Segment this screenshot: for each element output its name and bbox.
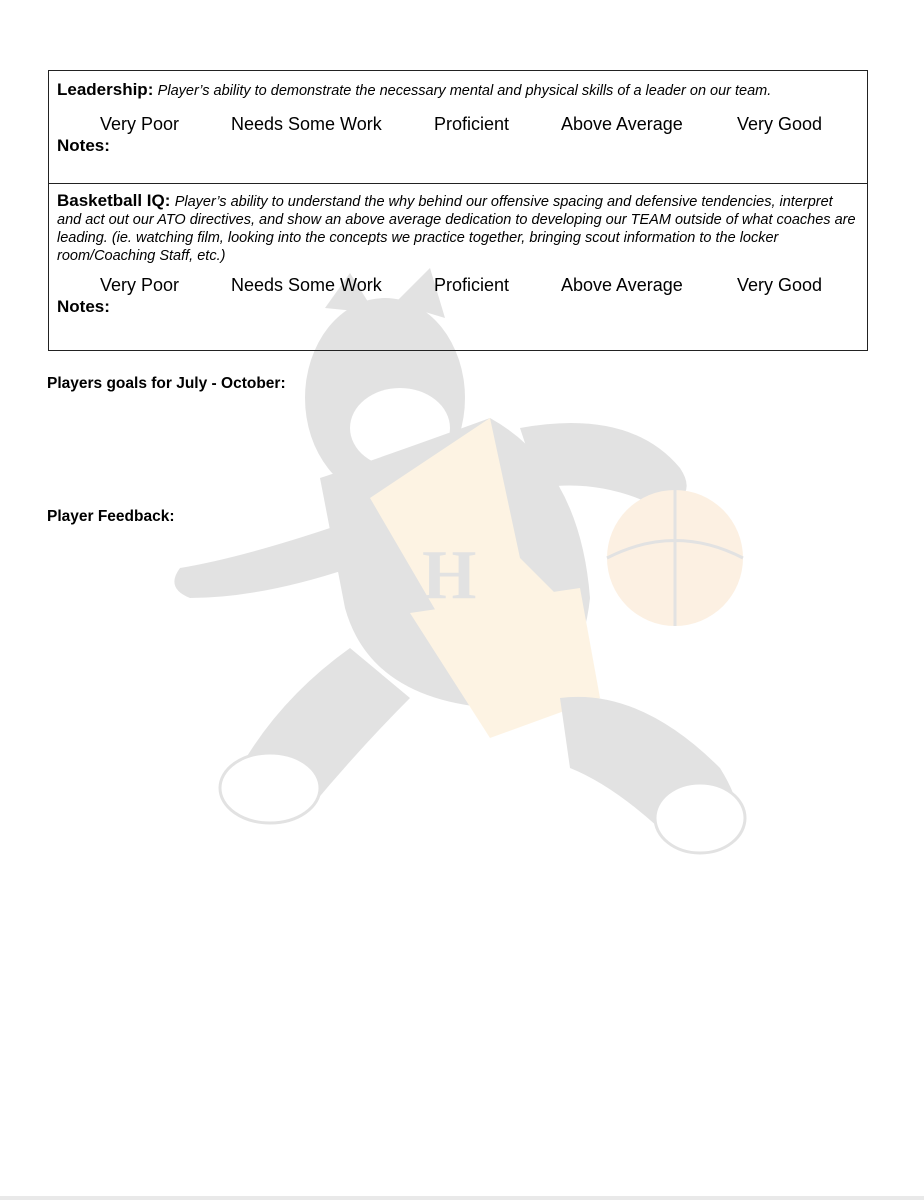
- mascot-foot-left: [220, 753, 320, 823]
- rating-very-poor[interactable]: Very Poor: [100, 275, 180, 295]
- rating-very-good[interactable]: Very Good: [737, 275, 823, 295]
- basketball-iq-section: [49, 184, 867, 350]
- rating-very-good[interactable]: Very Good: [737, 114, 823, 134]
- leadership-heading: [57, 81, 859, 100]
- mascot-foot-right: [655, 783, 745, 853]
- basketball-iq-notes-label: Notes:: [57, 297, 110, 316]
- page-bottom-edge: [0, 1196, 924, 1200]
- rating-very-poor[interactable]: Very Poor: [100, 114, 180, 134]
- rating-above-average[interactable]: Above Average: [561, 275, 683, 295]
- basketball-iq-heading: [57, 192, 859, 265]
- leadership-description: Player’s ability to demonstrate the necessary mental and physical skills of a leader on our team.: [157, 83, 772, 99]
- players-goals-label: Players goals for July - October:: [47, 375, 286, 392]
- mascot-arm-left: [174, 528, 350, 598]
- rating-needs-some-work[interactable]: Needs Some Work: [231, 114, 382, 134]
- leadership-title: Leadership:: [57, 80, 154, 99]
- mascot-watermark: [160, 268, 760, 858]
- leadership-notes-label: Notes:: [57, 136, 110, 155]
- basketball-iq-rating-scale: [57, 275, 859, 297]
- rating-needs-some-work[interactable]: Needs Some Work: [231, 275, 382, 295]
- leadership-rating-scale: [57, 114, 859, 136]
- player-feedback-label: Player Feedback:: [47, 508, 175, 525]
- leadership-section: [49, 71, 867, 184]
- basketball-iq-description: Player’s ability to understand the why behind our offensive spacing and defensive tendencies, interpret and act out our ATO directives, and show an above average dedication to developing our TEAM outside of what coaches are leading. (ie. watching film, looking into the concepts we practice together, bringing scout information to the locker room/Coaching Staff, etc.): [57, 194, 856, 264]
- rating-above-average[interactable]: Above Average: [561, 114, 683, 134]
- evaluation-table: [48, 70, 868, 351]
- rating-proficient[interactable]: Proficient: [434, 114, 510, 134]
- rating-proficient[interactable]: Proficient: [434, 275, 510, 295]
- mascot-jersey-letter: H: [422, 537, 477, 614]
- basketball-iq-title: Basketball IQ:: [57, 191, 171, 210]
